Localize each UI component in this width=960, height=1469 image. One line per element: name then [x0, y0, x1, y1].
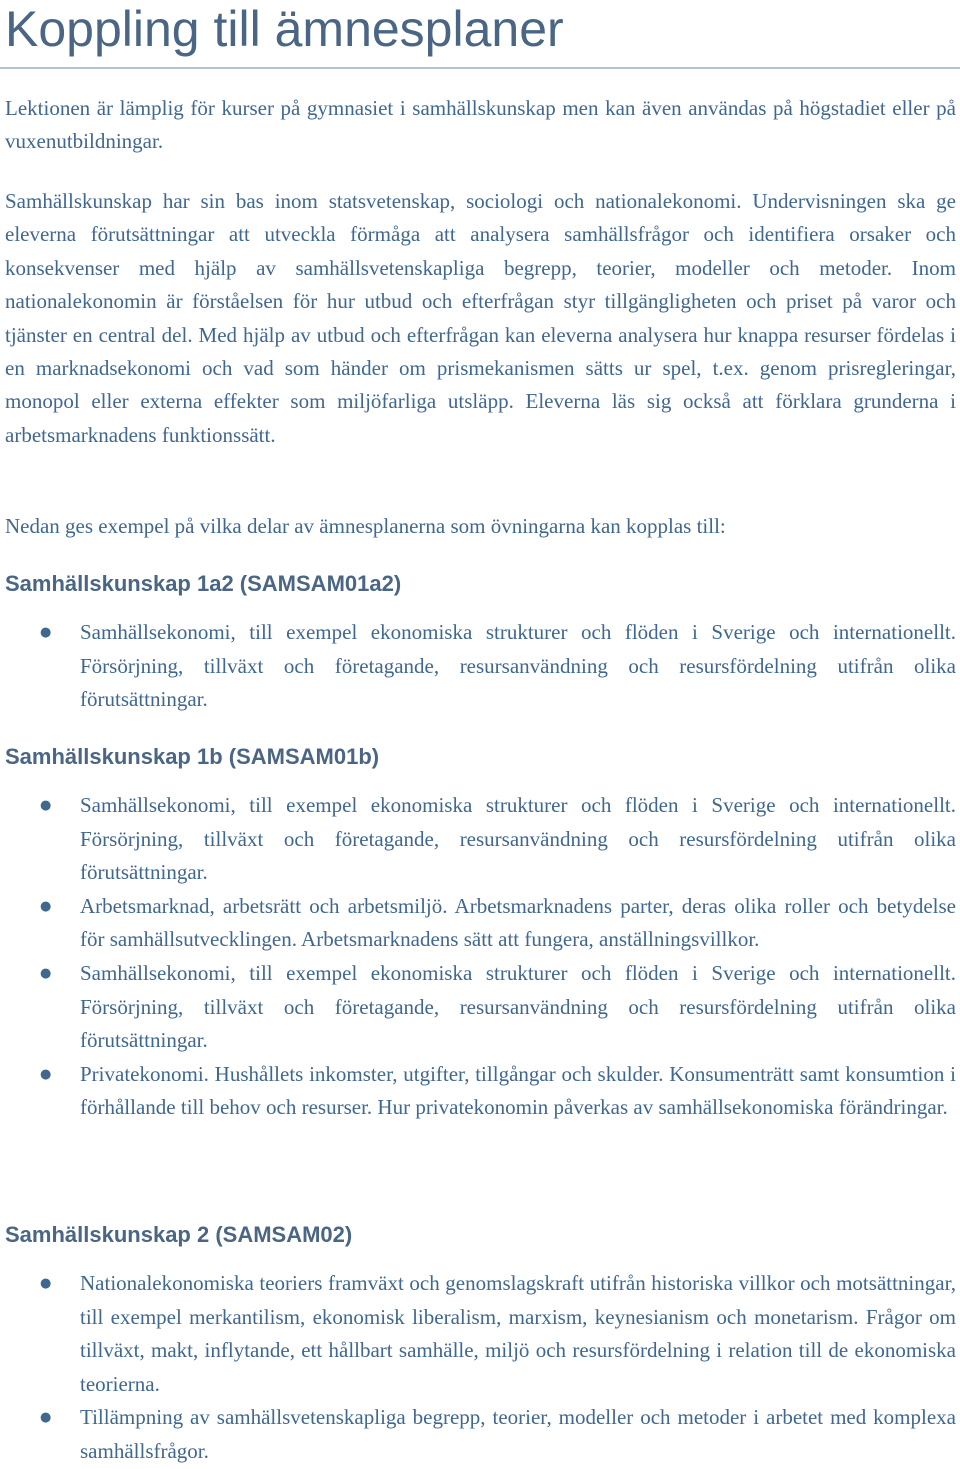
page-title: Koppling till ämnesplaner	[5, 1, 564, 57]
description-paragraph: Samhällskunskap har sin bas inom statsvetenskap, sociologi och nationalekonomi. Undervisningen ska ge eleverna förutsättningar att utveckla förmåga att analysera samhällsfrågor och identifiera orsaker och konsekvenser med hjälp av samhällsvetenskapliga begrepp, teorier, modeller och metoder. Inom nationalekonomin är förståelsen för hur utbud och efterfrågan styr tillgängligheten och priset på varor och tjänster en central del. Med hjälp av utbud och efterfrågan kan eleverna analysera hur knappa resurser fördelas i en marknadsekonomi och vad som händer om prismekanismen sätts ur spel, t.ex. genom prisregleringar, monopol eller externa effekter som miljöfarliga utsläpp. Eleverna läs sig också att förklara grunderna i arbetsmarknadens funktionssätt.	[5, 189, 956, 447]
list-item	[0, 616, 960, 717]
list-item-text: Samhällsekonomi, till exempel ekonomiska strukturer och flöden i Sverige och internationellt. Försörjning, tillväxt och företagande, resursanvändning och resursfördelning utifrån olika förutsättningar.	[80, 620, 956, 712]
list-item-text: Privatekonomi. Hushållets inkomster, utgifter, tillgångar och skulder. Konsumenträtt samt konsumtion i förhållande till behov och resurser. Hur privatekonomin påverkas av samhällsekonomiska förändringar.	[80, 1061, 956, 1120]
list-item-text: Tillämpning av samhällsvetenskapliga begrepp, teorier, modeller och metoder i arbetet med komplexa samhällsfrågor.	[80, 1405, 956, 1463]
list-item	[0, 789, 960, 890]
list-item	[0, 890, 960, 957]
bullet-icon: ●	[40, 1410, 52, 1426]
list-item-text: Samhällsekonomi, till exempel ekonomiska strukturer och flöden i Sverige och internationellt. Försörjning, tillväxt och företagande, resursanvändning och resursfördelning utifrån olika förutsättningar.	[80, 960, 956, 1053]
list-item-text: Samhällsekonomi, till exempel ekonomiska strukturer och flöden i Sverige och internationellt. Försörjning, tillväxt och företagande, resursanvändning och resursfördelning utifrån olika förutsättningar.	[80, 793, 956, 885]
bullet-icon: ●	[40, 798, 52, 813]
lead-in-paragraph: Nedan ges exempel på vilka delar av ämnesplanerna som övningarna kan kopplas till:	[5, 514, 726, 538]
bullet-icon: ●	[40, 1276, 52, 1291]
bullet-icon: ●	[40, 965, 52, 981]
list-item	[0, 1401, 960, 1468]
list-item-text: Arbetsmarknad, arbetsrätt och arbetsmiljö. Arbetsmarknadens parter, deras olika roller och betydelse för samhällsutvecklingen. Arbetsmarknadens sätt att fungera, anställningsvillkor.	[80, 893, 956, 952]
section-heading-samsam01a2: Samhällskunskap 1a2 (SAMSAM01a2)	[5, 571, 402, 596]
bullet-list-samsam01a2	[0, 616, 960, 717]
section-heading-samsam02: Samhällskunskap 2 (SAMSAM02)	[5, 1222, 353, 1247]
bullet-icon: ●	[40, 1066, 52, 1082]
list-item	[0, 1058, 960, 1125]
list-item	[0, 1267, 960, 1401]
bullet-icon: ●	[40, 625, 52, 640]
list-item-text: Nationalekonomiska teoriers framväxt och genomslagskraft utifrån historiska villkor och motsättningar, till exempel merkantilism, ekonomisk liberalism, marxism, keynesianism och monetarism. Frågor om tillväxt, makt, inflytande, ett hållbart samhälle, miljö och resursfördelning i relation till de ekonomiska teorierna.	[80, 1271, 956, 1396]
title-underline	[0, 67, 960, 69]
bullet-icon: ●	[40, 898, 52, 914]
bullet-list-samsam01b	[0, 789, 960, 1125]
list-item	[0, 957, 960, 1058]
intro-paragraph: Lektionen är lämplig för kurser på gymnasiet i samhällskunskap men kan även användas på högstadiet eller på vuxenutbildningar.	[5, 96, 956, 154]
section-heading-samsam01b: Samhällskunskap 1b (SAMSAM01b)	[5, 744, 380, 769]
bullet-list-samsam02	[0, 1267, 960, 1469]
